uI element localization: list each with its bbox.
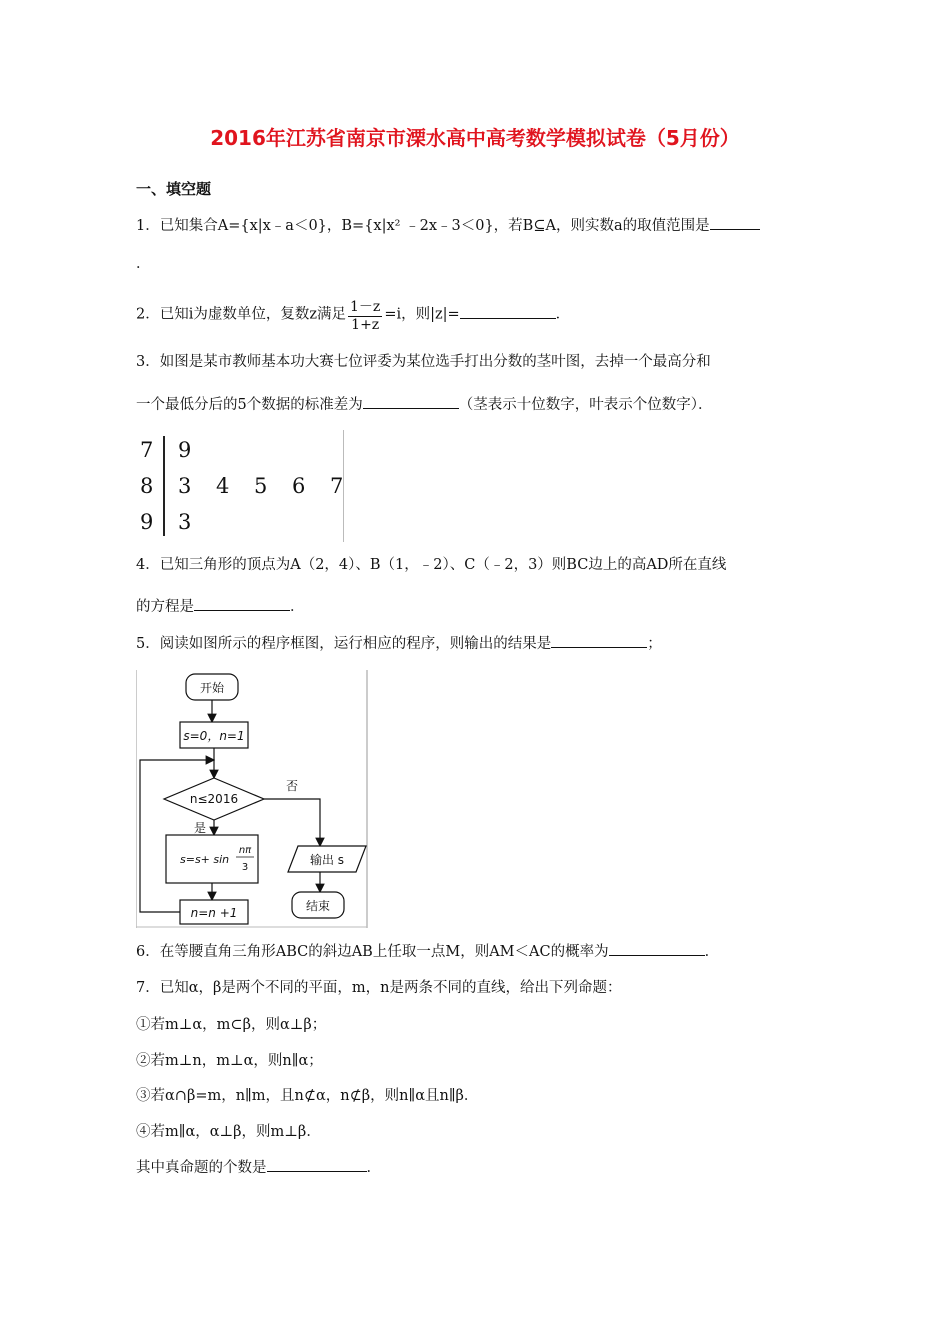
stem-leaf-plot	[136, 430, 344, 542]
stem-leaf-row	[136, 510, 343, 544]
flow-output-label: 输出 s	[309, 853, 345, 867]
leaf-value: 4	[216, 474, 230, 498]
question-6-text: 6．在等腰直角三角形ABC的斜边AB上任取一点M，则AM＜AC的概率为	[136, 944, 609, 960]
stem-value: 7	[140, 438, 154, 462]
stem-value: 9	[140, 510, 154, 534]
proposition-item: ④若m∥α，α⊥β，则m⊥β．	[136, 1124, 321, 1140]
proposition-item: ②若m⊥n，m⊥α，则n∥α；	[136, 1053, 323, 1069]
program-flowchart	[136, 670, 368, 930]
flow-body-denominator: 3	[241, 862, 249, 873]
question-7-end: ．	[366, 1160, 381, 1176]
flow-init-label: s=0，n=1	[183, 729, 245, 743]
answer-blank-4	[194, 596, 290, 611]
question-1	[136, 214, 760, 235]
answer-blank-3	[363, 394, 459, 409]
question-4-text: 的方程是	[136, 599, 194, 615]
question-1-end: ．	[136, 256, 151, 272]
answer-blank-7	[267, 1157, 367, 1172]
question-5-text: 5．阅读如图所示的程序框图，运行相应的程序，则输出的结果是	[136, 636, 552, 652]
proposition-item: ③若α∩β=m，n∥m，且n⊄α，n⊄β，则n∥α且n∥β．	[136, 1088, 479, 1104]
answer-blank-5	[551, 633, 647, 648]
section-heading: 一、填空题	[136, 180, 212, 198]
flow-no-label: 否	[285, 779, 299, 793]
question-3-text: 一个最低分后的5个数据的标准差为	[136, 397, 363, 413]
question-1-text: 1．已知集合A={x|x﹣a＜0}，B={x|x² ﹣2x﹣3＜0}，若B⊆A，则实数a的取值范围是	[136, 218, 710, 234]
flow-body-label: s=s+ sin	[180, 853, 230, 866]
question-6	[136, 940, 719, 961]
flow-yes-label: 是	[193, 821, 207, 835]
leaf-value: 6	[292, 474, 306, 498]
question-4-end: ．	[290, 599, 305, 615]
question-4-line-1: 4．已知三角形的顶点为A（2，4）、B（1，﹣2）、C（﹣2，3）则BC边上的高AD所在直线	[136, 557, 727, 573]
question-3-line-1: 3．如图是某市教师基本功大赛七位评委为某位选手打出分数的茎叶图，去掉一个最高分和	[136, 354, 711, 370]
flow-condition-label: n≤2016	[189, 792, 239, 806]
question-7-closing	[136, 1156, 381, 1177]
fraction-denominator: 1+z	[351, 317, 380, 333]
question-2	[136, 296, 570, 333]
question-2-text: 2．已知i为虚数单位，复数z满足	[136, 306, 347, 323]
stem-leaf-row	[136, 474, 343, 508]
flow-end-label: 结束	[305, 899, 331, 913]
leaf-value: 9	[178, 438, 192, 462]
question-2-text-post: =i，则|z|=	[384, 306, 460, 323]
answer-blank-2	[460, 304, 556, 319]
leaf-value: 5	[254, 474, 268, 498]
question-5	[136, 632, 662, 653]
leaf-value: 7	[330, 474, 344, 498]
fraction	[348, 296, 382, 333]
question-6-end: ．	[704, 944, 720, 960]
fraction-numerator: 1－z	[348, 296, 382, 317]
flow-start-label: 开始	[199, 681, 225, 695]
stem-leaf-row	[136, 438, 343, 472]
question-5-end: ；	[647, 636, 662, 652]
question-3-line-2	[136, 393, 712, 414]
question-3-text-post: （茎表示十位数字，叶表示个位数字）．	[458, 397, 713, 413]
proposition-item: ①若m⊥α，m⊂β，则α⊥β；	[136, 1017, 327, 1033]
question-4-line-2	[136, 595, 305, 616]
answer-blank-6	[609, 941, 705, 956]
flow-increment-label: n=n +1	[190, 906, 238, 920]
leaf-value: 3	[178, 510, 192, 534]
question-2-end: ．	[555, 306, 571, 323]
answer-blank-1	[710, 215, 760, 230]
stem-value: 8	[140, 474, 154, 498]
page-title: 2016年江苏省南京市溧水高中高考数学模拟试卷（5月份）	[210, 126, 740, 150]
question-7-intro: 7．已知α，β是两个不同的平面，m，n是两条不同的直线，给出下列命题：	[136, 980, 622, 996]
leaf-value: 3	[178, 474, 192, 498]
question-7-text: 其中真命题的个数是	[136, 1160, 267, 1176]
flow-body-numerator: nπ	[238, 845, 252, 856]
